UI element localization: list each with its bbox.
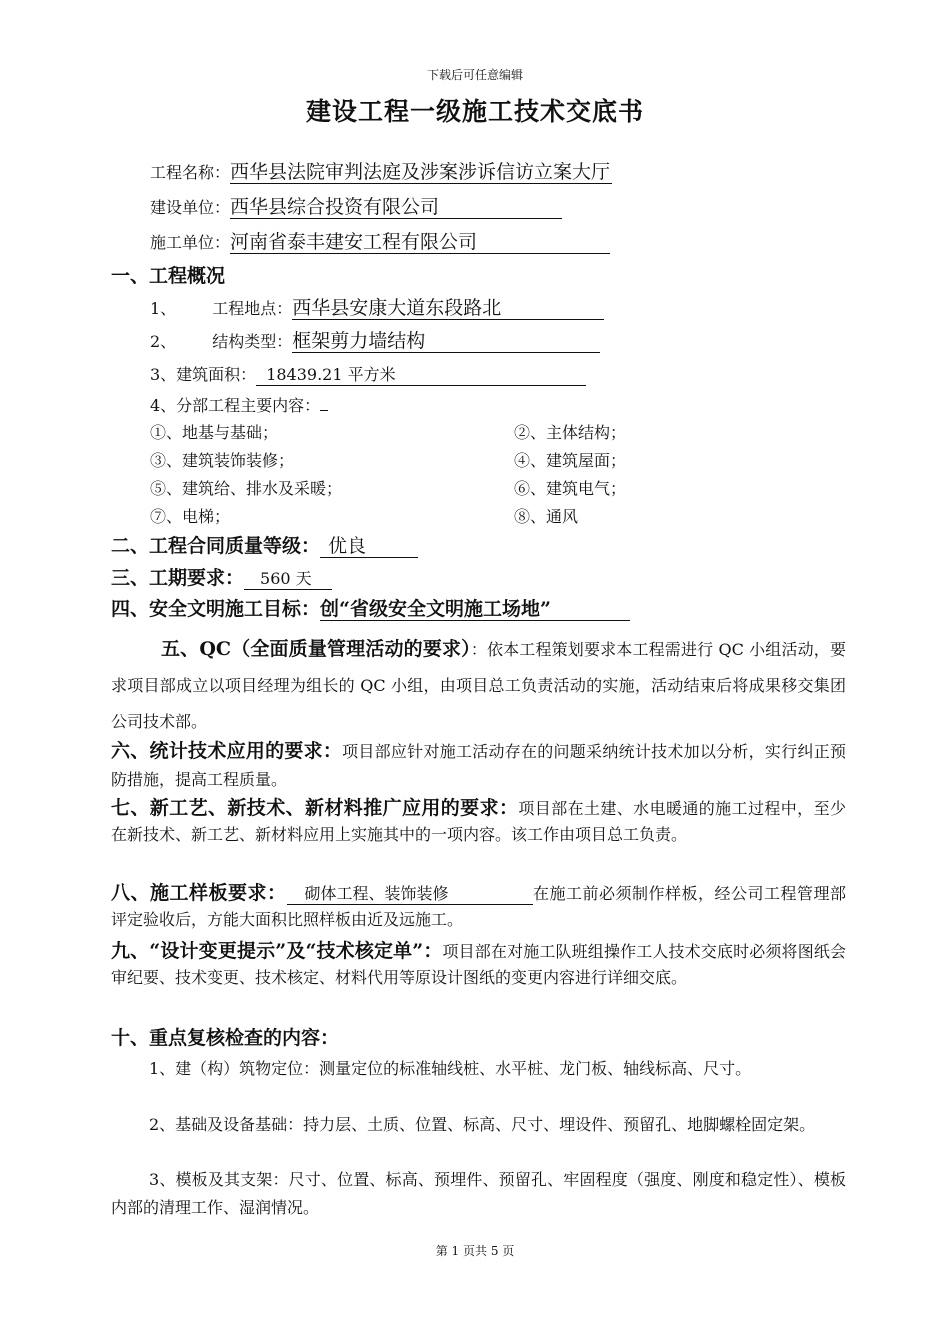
section-8-paragraph — [111, 880, 846, 933]
work-item-1: ①、地基与基础； — [150, 423, 279, 442]
owner-row — [150, 197, 562, 219]
structure-label: 结构类型： — [212, 332, 293, 351]
section-1-heading: 一、工程概况 — [111, 265, 226, 287]
owner-label: 建设单位： — [150, 198, 231, 217]
safety-goal-value: 创“省级安全文明施工场地” — [320, 599, 630, 621]
project-name-row — [150, 162, 612, 184]
section-6-heading: 六、统计技术应用的要求： — [111, 740, 343, 762]
works-label: 4、分部工程主要内容： — [150, 396, 321, 415]
section-9-heading: 九、“设计变更提示”及“技术核定单”： — [111, 940, 443, 962]
work-item-5: ⑤、建筑给、排水及采暖； — [150, 479, 343, 498]
section-8-heading: 八、施工样板要求： — [111, 882, 287, 904]
section-5-paragraph — [111, 631, 846, 740]
project-name-value: 西华县法院审判法庭及涉案涉诉信访立案大厅 — [230, 161, 611, 183]
contractor-value: 河南省泰丰建安工程有限公司 — [230, 232, 610, 254]
document-title: 建设工程一级施工技术交底书 — [305, 97, 644, 126]
area-label: 3、建筑面积： — [150, 365, 257, 384]
area-value: 18439.21 平方米 — [256, 364, 586, 386]
page-footer: 第 1 页共 5 页 — [435, 1244, 515, 1258]
check-item-1: 1、建（构）筑物定位：测量定位的标准轴线桩、水平桩、龙门板、轴线标高、尺寸。 — [149, 1059, 752, 1078]
structure-number: 2、 — [150, 332, 177, 351]
work-item-2: ②、主体结构； — [514, 423, 627, 442]
works-blank — [320, 410, 328, 411]
section-3-row — [111, 567, 332, 590]
section-7-text: 项目部在土建、水电暖通的施工过程中，至少在新技术、新工艺、新材料应用上实施其中的一项内容。该工作由项目总工负责。 — [111, 799, 846, 844]
section-9-paragraph — [111, 938, 846, 991]
structure-row — [150, 331, 600, 353]
work-item-6: ⑥、建筑电气； — [514, 479, 627, 498]
duration-value: 560 天 — [244, 568, 332, 590]
section-8-text: 在施工前必须制作样板，经公司工程管理部评定验收后，方能大面积比照样板由近及远施工。 — [111, 884, 846, 929]
check-item-3: 3、模板及其支架：尺寸、位置、标高、预埋件、预留孔、牢固程度（强度、刚度和稳定性）、模板内部的清理工作、湿润情况。 — [111, 1170, 846, 1217]
quality-grade-value: 优良 — [320, 536, 418, 558]
work-item-7: ⑦、电梯； — [150, 507, 231, 526]
contractor-label: 施工单位： — [150, 233, 231, 252]
project-name-label: 工程名称： — [150, 163, 231, 182]
site-value: 西华县安康大道东段路北 — [292, 298, 604, 320]
work-item-3: ③、建筑装饰装修； — [150, 451, 295, 470]
works-row — [150, 395, 328, 417]
work-item-4: ④、建筑屋面； — [514, 451, 627, 470]
section-9-text: 项目部在对施工队班组操作工人技术交底时必须将图纸会审纪要、技术变更、技术核定、材料代用等原设计图纸的变更内容进行详细交底。 — [111, 942, 846, 987]
contractor-row — [150, 232, 610, 254]
section-7-paragraph — [111, 795, 846, 848]
work-item-8: ⑧、通风 — [514, 507, 579, 526]
section-4-heading: 四、安全文明施工目标： — [111, 598, 321, 620]
check-item-2: 2、基础及设备基础：持力层、土质、位置、标高、尺寸、埋设件、预留孔、地脚螺栓固定架。 — [149, 1115, 816, 1134]
area-row — [150, 364, 586, 386]
page-header: 下载后可任意编辑 — [426, 68, 523, 82]
structure-value: 框架剪力墙结构 — [292, 331, 600, 353]
section-5-text: ：依本工程策划要求本工程需进行 QC 小组活动，要求项目部成立以项目经理为组长的 QC 小组，由项目总工负责活动的实施，活动结束后将成果移交集团公司技术部。 — [111, 640, 846, 731]
site-label: 工程地点： — [212, 299, 293, 318]
site-row — [150, 298, 604, 320]
section-6-paragraph — [111, 737, 846, 794]
section-2-heading: 二、工程合同质量等级： — [111, 535, 321, 557]
owner-value: 西华县综合投资有限公司 — [230, 197, 562, 219]
site-number: 1、 — [150, 299, 177, 318]
sample-items-value: 砌体工程、装饰装修 — [287, 883, 533, 905]
section-2-row — [111, 535, 418, 558]
section-4-row — [111, 598, 630, 621]
section-5-heading: 五、QC（全面质量管理活动的要求） — [161, 638, 471, 660]
section-6-text: 项目部应针对施工活动存在的问题采纳统计技术加以分析，实行纠正预防措施，提高工程质量。 — [111, 742, 846, 789]
section-3-heading: 三、工期要求： — [111, 567, 245, 589]
section-10-heading: 十、重点复核检查的内容： — [111, 1027, 340, 1049]
section-7-heading: 七、新工艺、新技术、新材料推广应用的要求： — [111, 797, 519, 819]
